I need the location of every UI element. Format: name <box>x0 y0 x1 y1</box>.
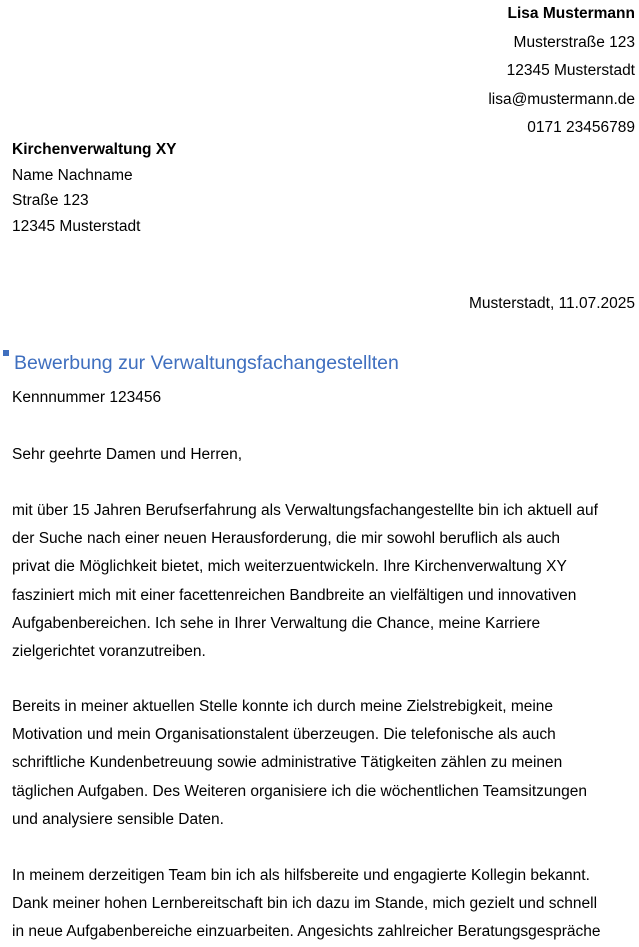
paragraph-line: täglichen Aufgaben. Des Weiteren organisiere ich die wöchentlichen Teamsitzungen <box>12 782 588 800</box>
paragraph-line: Bereits in meiner aktuellen Stelle konnte ich durch meine Zielstrebigkeit, meine <box>12 698 554 715</box>
reference-number: Kennnummer 123456 <box>12 389 162 406</box>
paragraph-line: Motivation und mein Organisationstalent überzeugen. Die telefonische als auch <box>12 726 556 744</box>
recipient-contact: Name Nachname <box>12 166 133 184</box>
paragraph-line: der Suche nach einer neuen Herausforderung, die mir sowohl beruflich als auch <box>12 530 560 548</box>
paragraph-line: und analysiere sensible Daten. <box>12 810 224 828</box>
recipient-organization: Kirchenverwaltung XY <box>12 141 177 158</box>
paragraph-line: schriftliche Kundenbetreuung sowie administrative Tätigkeiten zählen zu meinen <box>12 754 563 772</box>
sender-street: Musterstraße 123 <box>513 33 635 51</box>
paragraph-line: mit über 15 Jahren Berufserfahrung als Verwaltungsfachangestellte bin ich aktuell auf <box>12 502 598 519</box>
recipient-street: Straße 123 <box>12 192 89 209</box>
paragraph-line: in neue Aufgabenbereiche einzuarbeiten. Angesichts zahlreicher Beratungsgespräche <box>12 923 601 941</box>
heading-marker <box>3 350 9 356</box>
sender-name: Lisa Mustermann <box>507 5 635 22</box>
recipient-city: 12345 Musterstadt <box>12 217 141 235</box>
sender-city: 12345 Musterstadt <box>506 62 635 79</box>
sender-email[interactable]: lisa@mustermann.de <box>488 90 635 108</box>
body-paragraph-3 <box>12 862 636 947</box>
paragraph-line: In meinem derzeitigen Team bin ich als hilfsbereite und engagierte Kollegin bekannt. <box>12 867 590 884</box>
salutation: Sehr geehrte Damen und Herren, <box>12 446 243 463</box>
paragraph-line: privat die Möglichkeit bietet, mich weiterzuentwickeln. Ihre Kirchenverwaltung XY <box>12 558 567 576</box>
letter-subject: Bewerbung zur Verwaltungsfachangestellten <box>14 352 399 374</box>
paragraph-line: Aufgabenbereichen. Ich sehe in Ihrer Verwaltung die Chance, meine Karriere <box>12 614 541 632</box>
recipient-address-block <box>12 137 177 239</box>
body-paragraph-1 <box>12 497 636 666</box>
paragraph-line: fasziniert mich mit einer facettenreichen Bandbreite an vielfältigen und innovativen <box>12 586 577 604</box>
sender-address-block <box>488 0 635 143</box>
body-paragraph-2 <box>12 693 636 834</box>
paragraph-line: Dank meiner hohen Lernbereitschaft bin ich dazu im Stande, mich gezielt und schnell <box>12 895 598 913</box>
date-line: Musterstadt, 11.07.2025 <box>468 295 635 312</box>
paragraph-line: zielgerichtet voranzutreiben. <box>12 643 206 661</box>
sender-phone: 0171 23456789 <box>527 119 635 136</box>
